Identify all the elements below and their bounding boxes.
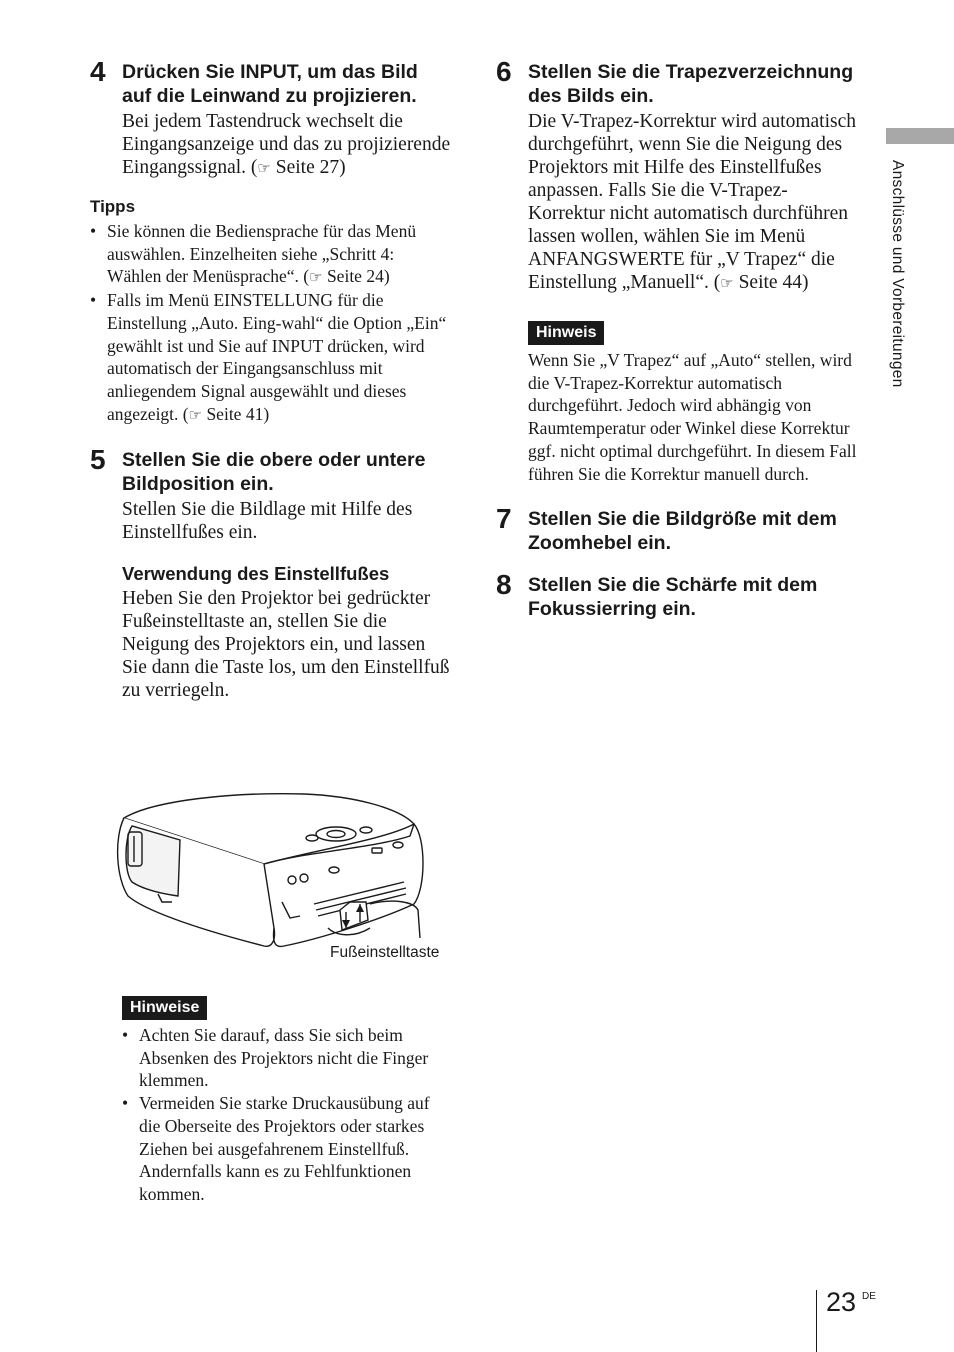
step-text: Die V-Trapez-Korrektur wird automatisch durchgeführt, wenn Sie die Neigung des Projektors mit Hilfe des Einstellfußes anpassen. Falls Sie die V-Trapez-Korrektur nicht automatisch durchführen lassen wollen, wählen Sie im Menü ANFANGSWERTE für „V Trapez“ die Einstellung „Manuell“. (☞ Seite 44) <box>528 111 856 293</box>
tips-heading: Tipps <box>90 197 136 216</box>
list-item: • Vermeiden Sie starke Druckausübung auf die Oberseite des Projektors oder starkes Ziehen bei ausgefahrenem Einstellfuß. Andernfalls kann es zu Fehlfunktionen kommen. <box>122 1092 452 1206</box>
subheading: Verwendung des Einstellfußes <box>122 563 390 585</box>
notes-list <box>122 1024 452 1206</box>
step-number: 5 <box>90 444 106 476</box>
step-8 <box>496 569 858 621</box>
figure-caption: Fußeinstelltaste <box>330 944 440 961</box>
step-7 <box>496 503 858 555</box>
step-title: Stellen Sie die Trapezverzeichnung des Bilds ein. <box>528 61 854 107</box>
step-title: Stellen Sie die Bildgröße mit dem Zoomhebel ein. <box>528 508 837 555</box>
step-text: Bei jedem Tastendruck wechselt die Eingangsanzeige und das zu projizierende Eingangssignal. (☞ Seite 27) <box>122 111 451 178</box>
list-item: • Falls im Menü EINSTELLUNG für die Einstellung „Auto. Eing-wahl“ die Option „Ein“ gewählt ist und Sie auf INPUT drücken, wird automatisch der Eingangsanschluss mit anliegendem Signal ausgewählt und dieses angezeigt. (☞ Seite 41) <box>90 289 452 426</box>
section-tab-marker <box>886 128 954 144</box>
step-title: Stellen Sie die obere oder untere Bildposition ein. <box>122 449 426 496</box>
page-number: 23 <box>826 1287 857 1317</box>
step-4 <box>90 56 452 180</box>
page-reference-icon: ☞ <box>720 274 734 292</box>
page-reference-icon: ☞ <box>257 159 271 177</box>
step-number: 6 <box>496 56 512 87</box>
step-number: 8 <box>496 569 512 601</box>
note-section <box>496 321 858 485</box>
page-language-code: DE <box>862 1291 876 1302</box>
projector-illustration <box>114 778 464 968</box>
step-title: Stellen Sie die Schärfe mit dem Fokussierring ein. <box>528 574 818 621</box>
left-column <box>90 56 452 702</box>
section-tab-label: Anschlüsse und Vorbereitungen <box>889 160 906 388</box>
step-title: Drücken Sie INPUT, um das Bild auf die Leinwand zu projizieren. <box>122 61 418 107</box>
step-text: Stellen Sie die Bildlage mit Hilfe des Einstellfußes ein. <box>122 499 413 544</box>
page-reference-icon: ☞ <box>188 405 203 424</box>
note-text: Wenn Sie „V Trapez“ auf „Auto“ stellen, wird die V-Trapez-Korrektur automatisch durchgeführt. Jedoch wird abhängig von Raumtemperatur oder Winkel diese Korrektur ggf. nicht optimal durchgeführt. In diesem Fall führen Sie die Korrektur manuell durch. <box>528 350 857 484</box>
right-column <box>496 56 858 623</box>
list-item: • Sie können die Bediensprache für das Menü auswählen. Einzelheiten siehe „Schritt 4: Wählen der Menüsprache“. (☞ Seite 24) <box>90 220 452 289</box>
list-item: • Achten Sie darauf, dass Sie sich beim Absenken des Projektors nicht die Finger klemmen. <box>122 1024 452 1092</box>
step-number: 7 <box>496 503 512 535</box>
step-5 <box>90 444 452 702</box>
page-reference-icon: ☞ <box>309 268 323 287</box>
step-number: 4 <box>90 56 106 87</box>
tips-list <box>90 220 452 426</box>
tips-section <box>90 196 452 426</box>
page-number-divider <box>816 1290 817 1352</box>
notes-section <box>122 996 452 1206</box>
note-badge: Hinweis <box>528 321 604 345</box>
subheading-text: Heben Sie den Projektor bei gedrückter Fußeinstelltaste an, stellen Sie die Neigung des Projektors ein, und lassen Sie dann die Taste los, um den Einstellfuß zu verriegeln. <box>122 588 450 702</box>
notes-badge: Hinweise <box>122 996 207 1020</box>
step-6 <box>496 56 858 295</box>
